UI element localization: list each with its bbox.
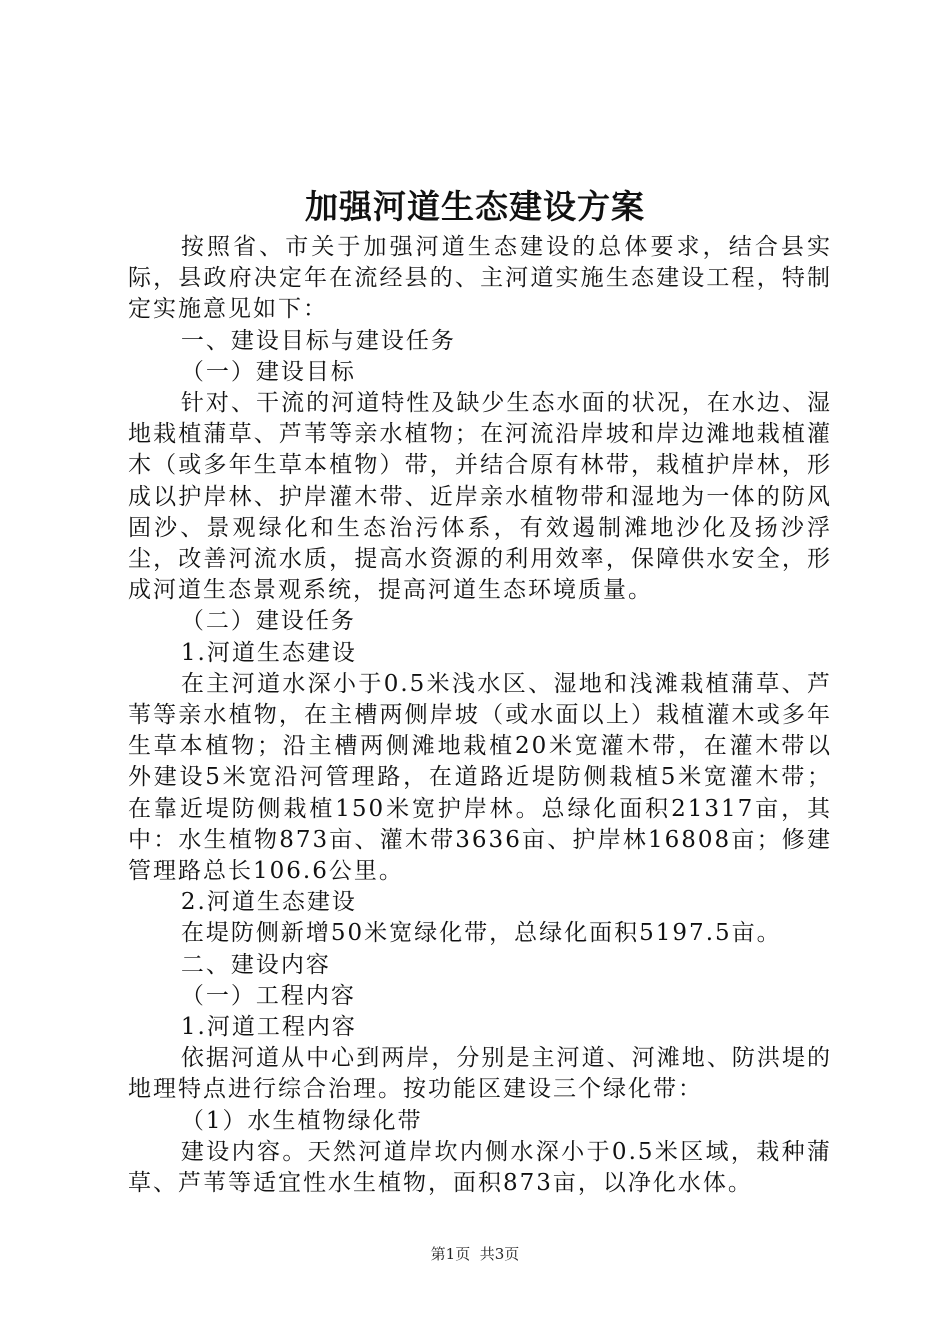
paragraph: 依据河道从中心到两岸，分别是主河道、河滩地、防洪堤的地理特点进行综合治理。按功能区建设三个绿化带： [128,1045,832,1103]
page-total: 共3页 [479,1245,520,1263]
item-heading: 1.河道生态建设 [180,639,357,666]
document-title: 加强河道生态建设方案 [305,187,645,226]
item-heading: （1）水生植物绿化带 [180,1107,423,1134]
paragraph: 在主河道水深小于0.5米浅水区、湿地和浅滩栽植蒲草、芦苇等亲水植物，在主槽两侧岸坡（或水面以上）栽植灌木或多年生草本植物；沿主槽两侧滩地栽植20米宽灌木带，在灌木带以外建设5米宽沿河管理路，在道路近堤防侧栽植5米宽灌木带；在靠近堤防侧栽植150米宽护岸林。总绿化面积21317亩，其中：水生植物873亩、灌木带3636亩、护岸林16808亩；修建管理路总长106.6公里。 [128,670,832,885]
subsection-heading: （一）工程内容 [180,982,356,1009]
document-body [128,232,832,1199]
paragraph: 建设内容。天然河道岸坎内侧水深小于0.5米区域，栽种蒲草、芦苇等适宜性水生植物，面积873亩，以净化水体。 [128,1138,832,1197]
page-footer [0,1244,950,1264]
subsection-heading: （一）建设目标 [180,358,356,385]
paragraph: 在堤防侧新增50米宽绿化带，总绿化面积5197.5亩。 [180,920,782,947]
paragraph: 针对、干流的河道特性及缺少生态水面的状况，在水边、湿地栽植蒲草、芦苇等亲水植物；在河流沿岸坡和岸边滩地栽植灌木（或多年生草本植物）带，并结合原有林带，栽植护岸林，形成以护岸林、护岸灌木带、近岸亲水植物带和湿地为一体的防风固沙、景观绿化和生态治污体系，有效遏制滩地沙化及扬沙浮尘，改善河流水质，提高水资源的利用效率，保障供水安全，形成河道生态景观系统，提高河道生态环境质量。 [128,390,832,604]
section-heading: 一、建设目标与建设任务 [180,327,456,354]
subsection-heading: （二）建设任务 [180,608,356,635]
item-heading: 1.河道工程内容 [180,1014,357,1041]
paragraph-intro: 按照省、市关于加强河道生态建设的总体要求，结合县实际，县政府决定年在流经县的、主河道实施生态建设工程，特制定实施意见如下： [128,234,832,323]
page-number: 第1页 [430,1245,471,1263]
item-heading: 2.河道生态建设 [180,889,357,916]
section-heading: 二、建设内容 [180,951,331,978]
